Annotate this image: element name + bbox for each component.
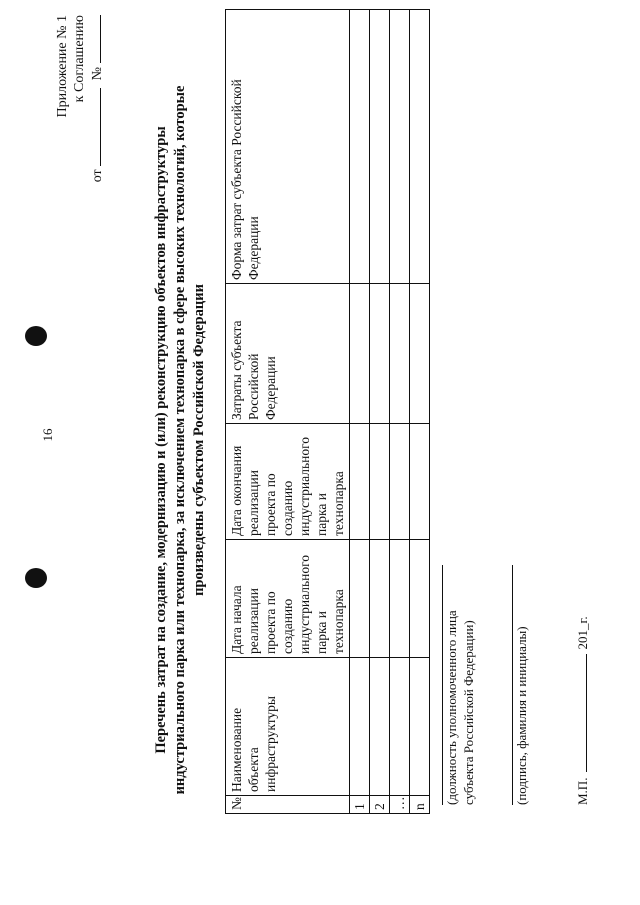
table-row — [350, 10, 370, 814]
table-cell — [390, 540, 410, 658]
table-cell — [390, 658, 410, 796]
col-header-object-name: Наименование объекта инфраструктуры — [226, 658, 350, 796]
table-cell — [370, 10, 390, 284]
table-cell — [350, 424, 370, 540]
col-header-number: № — [226, 796, 350, 814]
appendix-title: Приложение № 1 — [55, 15, 70, 118]
title-line-1: Перечень затрат на создание, модернизацию и (или) реконструкцию объектов инфраструктуры — [153, 126, 169, 754]
col-header-start-date: Дата начала реализации проекта по созданию индустриального парка и технопарка — [226, 540, 350, 658]
table-cell — [410, 284, 430, 424]
col-header-costs: Затраты субъекта Российской Федерации — [226, 284, 350, 424]
row-label: 2 — [370, 796, 390, 814]
date-signature-blank — [574, 654, 587, 772]
title-line-2: индустриального парка или технопарка, за исключением технопарка в сфере высоких технологий, которые — [172, 85, 188, 795]
table-cell — [370, 658, 390, 796]
table-cell — [370, 540, 390, 658]
table-cell — [390, 424, 410, 540]
appendix-agreement: к Соглашению — [72, 15, 87, 103]
date-blank — [88, 88, 101, 166]
number-sign: № — [90, 67, 105, 81]
appendix-date-line — [88, 15, 106, 215]
number-blank — [88, 15, 101, 63]
row-label: 1 — [350, 796, 370, 814]
table-row — [390, 10, 410, 814]
position-caption-line-1: (должность уполномоченного лица — [444, 610, 459, 805]
table-row — [410, 10, 430, 814]
table-cell — [390, 284, 410, 424]
table-cell — [370, 284, 390, 424]
table-cell — [350, 10, 370, 284]
col-header-end-date: Дата окончания реализации проекта по созданию индустриального парка и технопарка — [226, 424, 350, 540]
table-cell — [390, 10, 410, 284]
table-cell — [350, 658, 370, 796]
table-cell — [350, 540, 370, 658]
cost-table — [225, 9, 430, 814]
table-row — [370, 10, 390, 814]
row-label: … — [390, 796, 410, 814]
table-cell — [410, 10, 430, 284]
table-cell — [410, 424, 430, 540]
table-cell — [410, 658, 430, 796]
table-cell — [350, 284, 370, 424]
stamp-date-line — [574, 555, 591, 805]
table-cell — [370, 424, 390, 540]
page-number: 16 — [40, 428, 55, 442]
stamp-label: М.П. — [575, 777, 590, 805]
position-caption-line-2: субъекта Российской Федерации) — [461, 620, 476, 805]
name-caption: (подпись, фамилия и инициалы) — [514, 626, 529, 805]
appendix-header — [54, 15, 106, 215]
title-line-3: произведены субъектом Российской Федерации — [191, 284, 207, 596]
signature-position-block — [442, 565, 477, 805]
row-label: n — [410, 796, 430, 814]
date-prefix: от — [90, 169, 105, 183]
table-cell — [410, 540, 430, 658]
year-label: 201_г. — [575, 616, 590, 650]
signature-name-block — [512, 565, 530, 805]
col-header-cost-form: Форма затрат субъекта Российской Федерации — [226, 10, 350, 284]
document-title — [152, 65, 209, 815]
